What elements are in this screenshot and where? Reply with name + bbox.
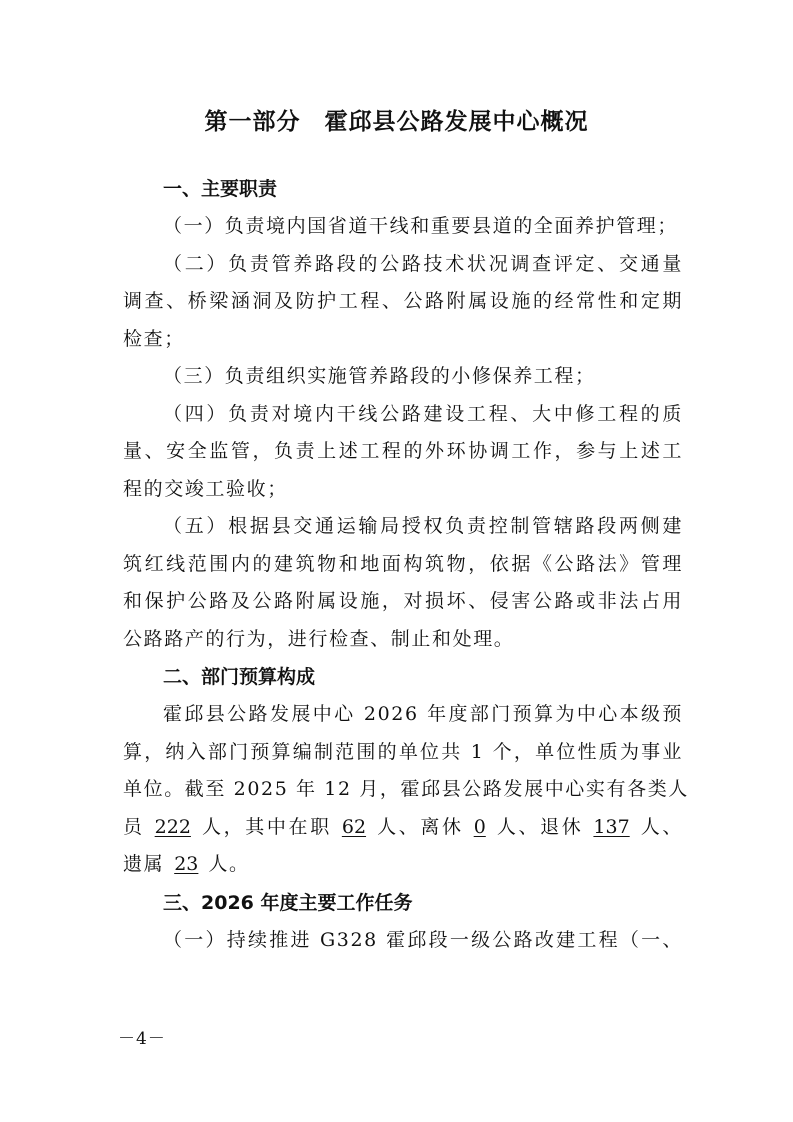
duty-item-5-line-4: 公路路产的行为，进行检查、制止和处理。 — [123, 627, 515, 650]
duty-item-5 — [123, 508, 683, 658]
duty-item-1-line-1: （一）负责境内国省道干线和重要县道的全面养护管理； — [163, 215, 679, 237]
section-heading-duties: 一、主要职责 — [163, 178, 278, 200]
duty-item-4 — [123, 396, 683, 509]
duty-item-5-line-2: 筑红线范围内的建筑物和地面构筑物，依据《公路法》管理 — [123, 552, 683, 575]
duty-item-5-line-1: （五）根据县交通运输局授权负责控制管辖路段两侧建 — [163, 515, 683, 537]
staff-retired-special: 0 — [473, 815, 486, 838]
staff-retired: 137 — [593, 815, 630, 838]
duty-item-2-line-2: 调查、桥梁涵洞及防护工程、公路附属设施的经常性和定期 — [123, 290, 683, 312]
budget-line-2: 算，纳入部门预算编制范围的单位共 1 个，单位性质为事业 — [123, 740, 683, 763]
page-title: 第一部分 霍邱县公路发展中心概况 — [204, 109, 589, 135]
duty-item-4-line-1: （四）负责对境内干线公路建设工程、大中修工程的质 — [163, 402, 683, 425]
tasks-paragraph — [123, 922, 683, 960]
staff-text-3: 人、退休 — [495, 815, 584, 838]
staff-text-5: 遗属 — [123, 853, 165, 875]
budget-line-3: 单位。截至 2025 年 12 月，霍邱县公路发展中心实有各类人 — [123, 778, 689, 800]
duty-item-2-line-3: 检查； — [123, 327, 185, 350]
duty-item-1 — [123, 208, 683, 246]
section-heading-budget: 二、部门预算构成 — [163, 666, 316, 688]
budget-line-1: 霍邱县公路发展中心 2026 年度部门预算为中心本级预 — [163, 703, 683, 725]
staff-active: 62 — [341, 815, 367, 838]
staff-total: 222 — [154, 815, 191, 838]
duty-item-3 — [123, 358, 683, 396]
duty-item-2-line-1: （二）负责管养路段的公路技术状况调查评定、交通量 — [163, 252, 683, 275]
staff-prefix: 员 — [123, 815, 145, 838]
budget-paragraph — [123, 696, 689, 884]
staff-text-4: 人、 — [639, 815, 683, 838]
staff-text-2: 人、离休 — [376, 815, 464, 838]
duty-item-2 — [123, 246, 683, 359]
duty-item-3-line-1: （三）负责组织实施管养路段的小修保养工程； — [163, 365, 596, 387]
document-body — [123, 170, 689, 959]
page-number: －4－ — [118, 1029, 166, 1049]
duty-item-4-line-3: 程的交竣工验收； — [123, 477, 288, 500]
staff-text-6: 人。 — [208, 853, 250, 875]
duty-item-5-line-3: 和保护公路及公路附属设施，对损坏、侵害公路或非法占用 — [123, 590, 683, 612]
budget-line-4 — [123, 809, 683, 847]
task-line-1: （一）持续推进 G328 霍邱段一级公路改建工程（一、 — [163, 928, 683, 951]
section-heading-tasks: 三、2026 年度主要工作任务 — [163, 891, 413, 914]
duty-item-4-line-2: 量、安全监管，负责上述工程的外环协调工作，参与上述工 — [123, 440, 683, 462]
staff-survivors: 23 — [174, 853, 199, 875]
staff-text-1: 人，其中在职 — [200, 815, 332, 838]
budget-line-5 — [123, 846, 683, 884]
